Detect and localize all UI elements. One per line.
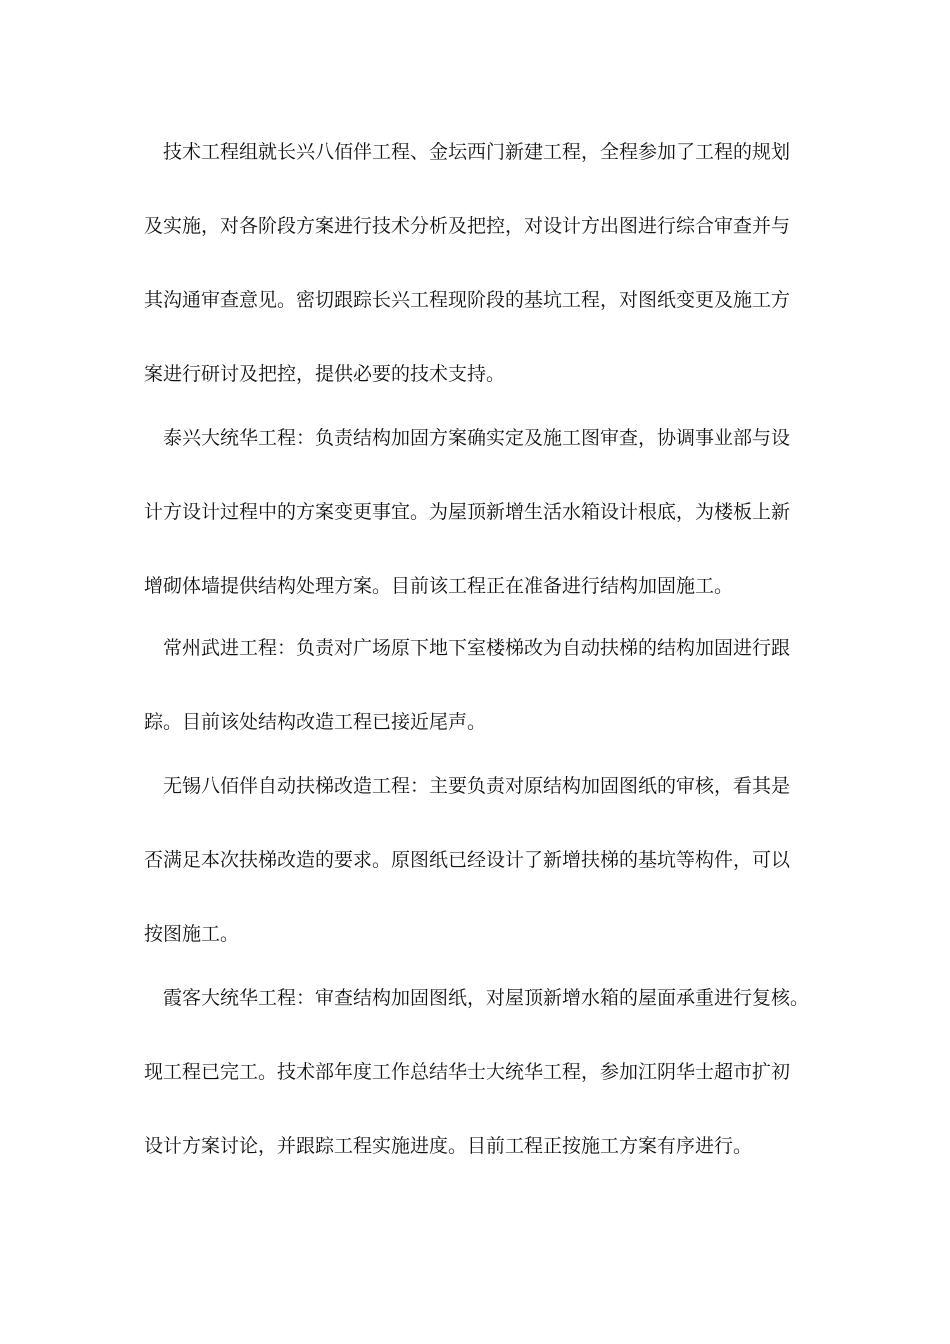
paragraph-3-line-1: 常州武进工程：负责对广场原下地下室楼梯改为自动扶梯的结构加固进行跟 [163, 637, 791, 659]
paragraph-4-line-2: 否满足本次扶梯改造的要求。原图纸已经设计了新增扶梯的基坑等构件，可以 [144, 849, 791, 871]
paragraph-1-line-3: 其沟通审查意见。密切跟踪长兴工程现阶段的基坑工程，对图纸变更及施工方 [144, 289, 791, 311]
paragraph-5-line-1: 霞客大统华工程：审查结构加固图纸，对屋顶新增水箱的屋面承重进行复核。 [163, 987, 810, 1009]
paragraph-1-line-4: 案进行研讨及把控，提供必要的技术支持。 [144, 363, 506, 385]
paragraph-5-line-3: 设计方案讨论，并跟踪工程实施进度。目前工程正按施工方案有序进行。 [144, 1135, 753, 1157]
paragraph-2-line-3: 增砌体墙提供结构处理方案。目前该工程正在准备进行结构加固施工。 [144, 575, 734, 597]
paragraph-4-line-1: 无锡八佰伴自动扶梯改造工程：主要负责对原结构加固图纸的审核，看其是 [163, 775, 791, 797]
paragraph-1-line-1: 技术工程组就长兴八佰伴工程、金坛西门新建工程，全程参加了工程的规划 [163, 141, 791, 163]
paragraph-3-line-2: 踪。目前该处结构改造工程已接近尾声。 [144, 711, 487, 733]
paragraph-1-line-2: 及实施，对各阶段方案进行技术分析及把控，对设计方出图进行综合审查并与 [144, 215, 791, 237]
paragraph-2-line-2: 计方设计过程中的方案变更事宜。为屋顶新增生活水箱设计根底，为楼板上新 [144, 501, 791, 523]
paragraph-5-line-2: 现工程已完工。技术部年度工作总结华士大统华工程，参加江阴华士超市扩初 [144, 1061, 791, 1083]
paragraph-2-line-1: 泰兴大统华工程：负责结构加固方案确实定及施工图审查，协调事业部与设 [163, 427, 791, 449]
paragraph-4-line-3: 按图施工。 [144, 923, 240, 945]
